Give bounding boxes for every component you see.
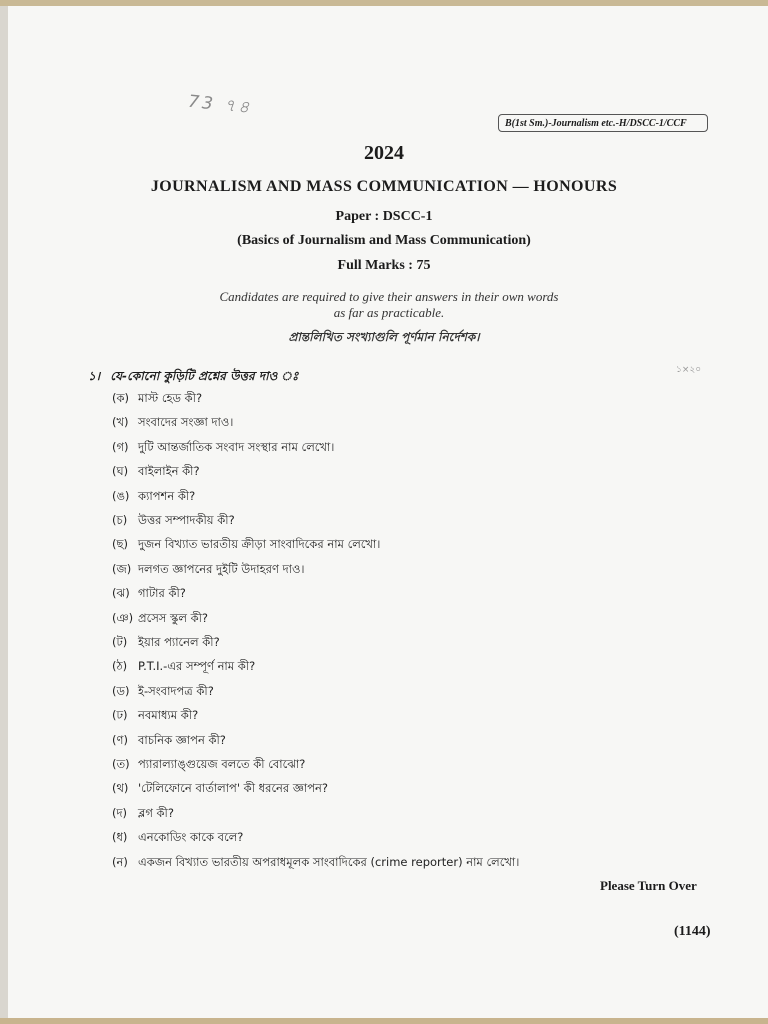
exam-year: 2024 [364, 142, 404, 164]
instruction-line-2: as far as practicable. [333, 305, 445, 320]
paper-bottom-edge [0, 1018, 768, 1024]
question-item: (ঙ) ক্যাপশন কী? [112, 488, 196, 503]
question-item: (ঘ) বাইলাইন কী? [112, 464, 200, 479]
question-item: (ন) একজন বিখ্যাত ভারতীয় অপরাধমূলক সাংবাদিকের (crime reporter) নাম লেখো। [112, 854, 520, 869]
course-title: (Basics of Journalism and Mass Communication) [237, 233, 531, 248]
question-item: (চ) উত্তর সম্পাদকীয় কী? [112, 513, 235, 527]
question-item: (ধ) এনকোডিং কাকে বলে? [112, 830, 244, 845]
paper-number: (1144) [674, 924, 711, 939]
question-item: (জ) দলগত জ্ঞাপনের দুইটি উদাহরণ দাও। [112, 561, 305, 576]
question-text: যে-কোনো কুড়িটি প্রশ্নের উত্তর দাও ঃ [110, 369, 299, 383]
question-item: (ণ) বাচনিক জ্ঞাপন কী? [112, 732, 226, 747]
please-turn-over: Please Turn Over [600, 878, 697, 893]
question-number: ১। [88, 369, 101, 383]
question-item: (দ) ব্লগ কী? [112, 805, 174, 820]
question-marks: ১×২০ [676, 365, 702, 375]
question-item: (ছ) দুজন বিখ্যাত ভারতীয় ক্রীড়া সাংবাদিকের নাম লেখো। [112, 537, 381, 552]
question-heading [88, 368, 298, 388]
question-item: (থ) 'টেলিফোনে বার্তালাপ' কী ধরনের জ্ঞাপন? [112, 781, 329, 796]
question-item: (গ) দুটি আন্তর্জাতিক সংবাদ সংস্থার নাম লেখো। [112, 439, 335, 454]
question-item: (ত) প্যারাল্যাঙ্গুয়েজ বলতে কী বোঝো? [112, 757, 306, 771]
question-item: (ক) মাস্ট হেড কী? [112, 391, 203, 405]
paper-code-box: B(1st Sm.)-Journalism etc.-H/DSCC-1/CCF [498, 114, 708, 132]
question-item: (ঠ) P.T.I.-এর সম্পূর্ণ নাম কী? [112, 659, 256, 674]
handwritten-note: 73 ৭৪ [187, 91, 254, 119]
paper-label: Paper : DSCC-1 [335, 209, 433, 224]
question-item: (ঢ) নবমাধ্যম কী? [112, 708, 199, 723]
margin-marks-note: প্রান্তলিখিত সংখ্যাগুলি পূর্ণমান নির্দেশক। [288, 330, 480, 344]
full-marks: Full Marks : 75 [337, 258, 431, 273]
instruction-line-1: Candidates are required to give their answers in their own words [219, 289, 559, 304]
subject-title: JOURNALISM AND MASS COMMUNICATION — HONOURS [150, 178, 618, 195]
question-item: (ঞ) প্রসেস স্কুল কী? [112, 610, 209, 625]
question-item: (খ) সংবাদের সংজ্ঞা দাও। [112, 415, 234, 430]
question-item: (ড) ই-সংবাদপত্র কী? [112, 683, 214, 698]
question-item: (ট) ইয়ার প্যানেল কী? [112, 635, 220, 649]
question-item: (ঝ) গাটার কী? [112, 586, 186, 601]
